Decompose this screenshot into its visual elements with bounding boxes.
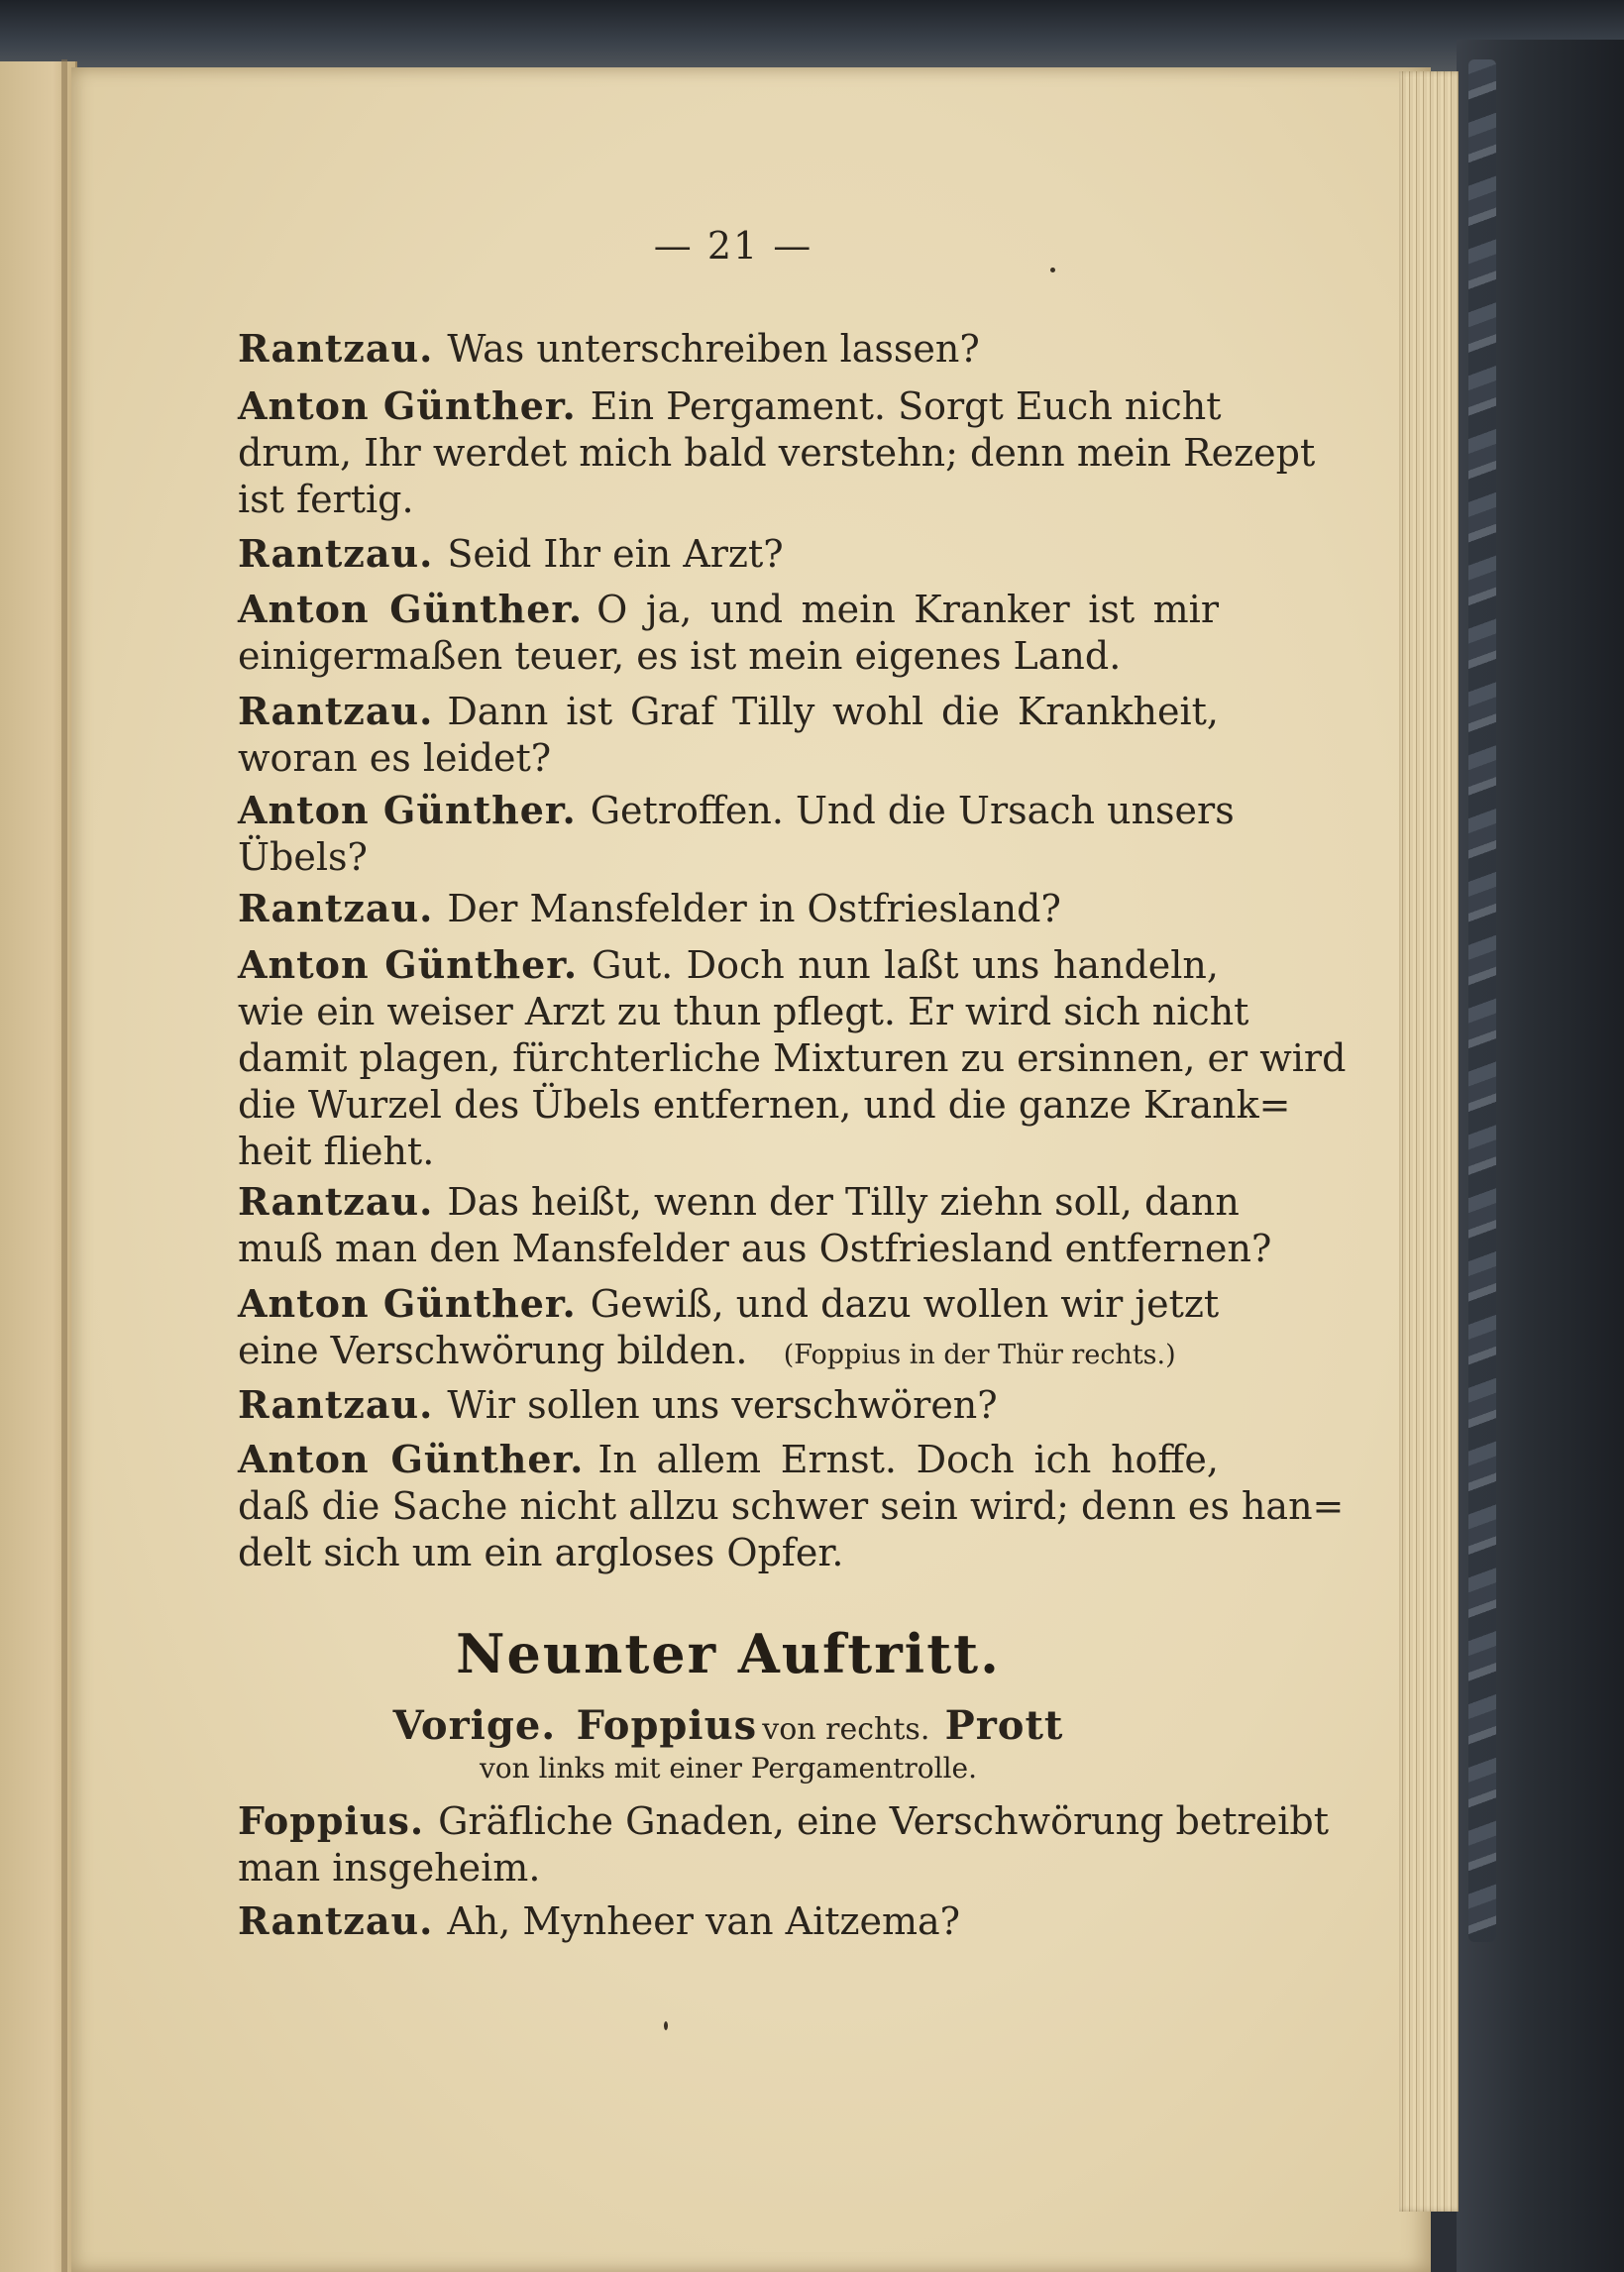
- dialogue-line: muß man den Mansfelder aus Ostfriesland entfernen?: [238, 1227, 1272, 1270]
- cast-note: von links mit einer Pergamentrolle.: [479, 1752, 978, 1785]
- speaker-name: Rantzau.: [238, 886, 434, 930]
- speaker-name: Anton Günther.: [238, 383, 577, 428]
- cast-list: Vorige. Foppius von rechts. Prott: [392, 1702, 1064, 1749]
- binding-gutter: [61, 59, 67, 2272]
- speaker-name: Anton Günther.: [238, 942, 579, 987]
- dialogue-line: Rantzau. Dann ist Graf Tilly wohl die Krankheit,: [238, 689, 1219, 733]
- speaker-name: Rantzau.: [238, 689, 434, 733]
- speaker-name: Anton Günther.: [238, 788, 577, 832]
- dialogue-line: wie ein weiser Arzt zu thun pflegt. Er wird sich nicht: [238, 990, 1249, 1033]
- speaker-name: Anton Günther.: [238, 587, 584, 631]
- dialogue-line: Anton Günther. Gewiß, und dazu wollen wir jetzt: [238, 1281, 1220, 1326]
- dialogue-line: ist fertig.: [238, 478, 414, 521]
- dialogue-line: einigermaßen teuer, es ist mein eigenes Land.: [238, 634, 1122, 678]
- book-cover-top: [0, 0, 1624, 77]
- dialogue-line: heit flieht.: [238, 1130, 435, 1173]
- speaker-name: Rantzau.: [238, 531, 434, 576]
- page-stack-edges: [1399, 71, 1459, 2212]
- paper-speck: [1050, 268, 1055, 272]
- dialogue-line: Rantzau. Was unterschreiben lassen?: [238, 326, 980, 371]
- speaker-name: Anton Günther.: [238, 1437, 585, 1481]
- dialogue-line: Rantzau. Das heißt, wenn der Tilly ziehn soll, dann: [238, 1179, 1240, 1224]
- scene-title: Neunter Auftritt.: [456, 1622, 1001, 1685]
- speaker-name: Anton Günther.: [238, 1281, 577, 1326]
- dialogue-line: Rantzau. Wir sollen uns verschwören?: [238, 1382, 998, 1427]
- dialogue-line: man insgeheim.: [238, 1846, 541, 1890]
- dialogue-line: Anton Günther. Ein Pergament. Sorgt Euch nicht: [238, 383, 1222, 428]
- speaker-name: Rantzau.: [238, 326, 434, 371]
- dialogue-line: delt sich um ein argloses Opfer.: [238, 1531, 844, 1574]
- dialogue-line: damit plagen, fürchterliche Mixturen zu ersinnen, er wird: [238, 1036, 1347, 1080]
- dialogue-line: Foppius. Gräfliche Gnaden, eine Verschwörung betreibt: [238, 1798, 1329, 1843]
- stage-direction: (Foppius in der Thür rechts.): [783, 1340, 1176, 1370]
- dialogue-line: Rantzau. Der Mansfelder in Ostfriesland?: [238, 886, 1061, 930]
- speaker-name: Rantzau.: [238, 1179, 434, 1224]
- dialogue-line: die Wurzel des Übels entfernen, und die ganze Krank=: [238, 1083, 1291, 1127]
- dialogue-line: Übels?: [238, 835, 368, 879]
- speaker-name: Rantzau.: [238, 1382, 434, 1427]
- dialogue-line: Anton Günther. In allem Ernst. Doch ich hoffe,: [238, 1437, 1219, 1481]
- speaker-name: Foppius.: [238, 1798, 425, 1843]
- paper-speck: [664, 2021, 668, 2030]
- page-number: — 21 —: [653, 224, 813, 268]
- dialogue-line: woran es leidet?: [238, 736, 552, 780]
- dialogue-line: drum, Ihr werdet mich bald verstehn; denn mein Rezept: [238, 431, 1316, 475]
- dialogue-line: daß die Sache nicht allzu schwer sein wird; denn es han=: [238, 1484, 1345, 1528]
- dialogue-line: Anton Günther. O ja, und mein Kranker ist mir: [238, 587, 1219, 631]
- dialogue-line: Anton Günther. Gut. Doch nun laßt uns handeln,: [238, 942, 1219, 987]
- marbled-edge: [1468, 59, 1496, 1942]
- dialogue-line: eine Verschwörung bilden. (Foppius in der Thür rechts.): [238, 1329, 1176, 1372]
- speaker-name: Rantzau.: [238, 1898, 434, 1943]
- dialogue-line: Rantzau. Seid Ihr ein Arzt?: [238, 531, 784, 576]
- dialogue-line: Rantzau. Ah, Mynheer van Aitzema?: [238, 1898, 961, 1943]
- dialogue-line: Anton Günther. Getroffen. Und die Ursach unsers: [238, 788, 1235, 832]
